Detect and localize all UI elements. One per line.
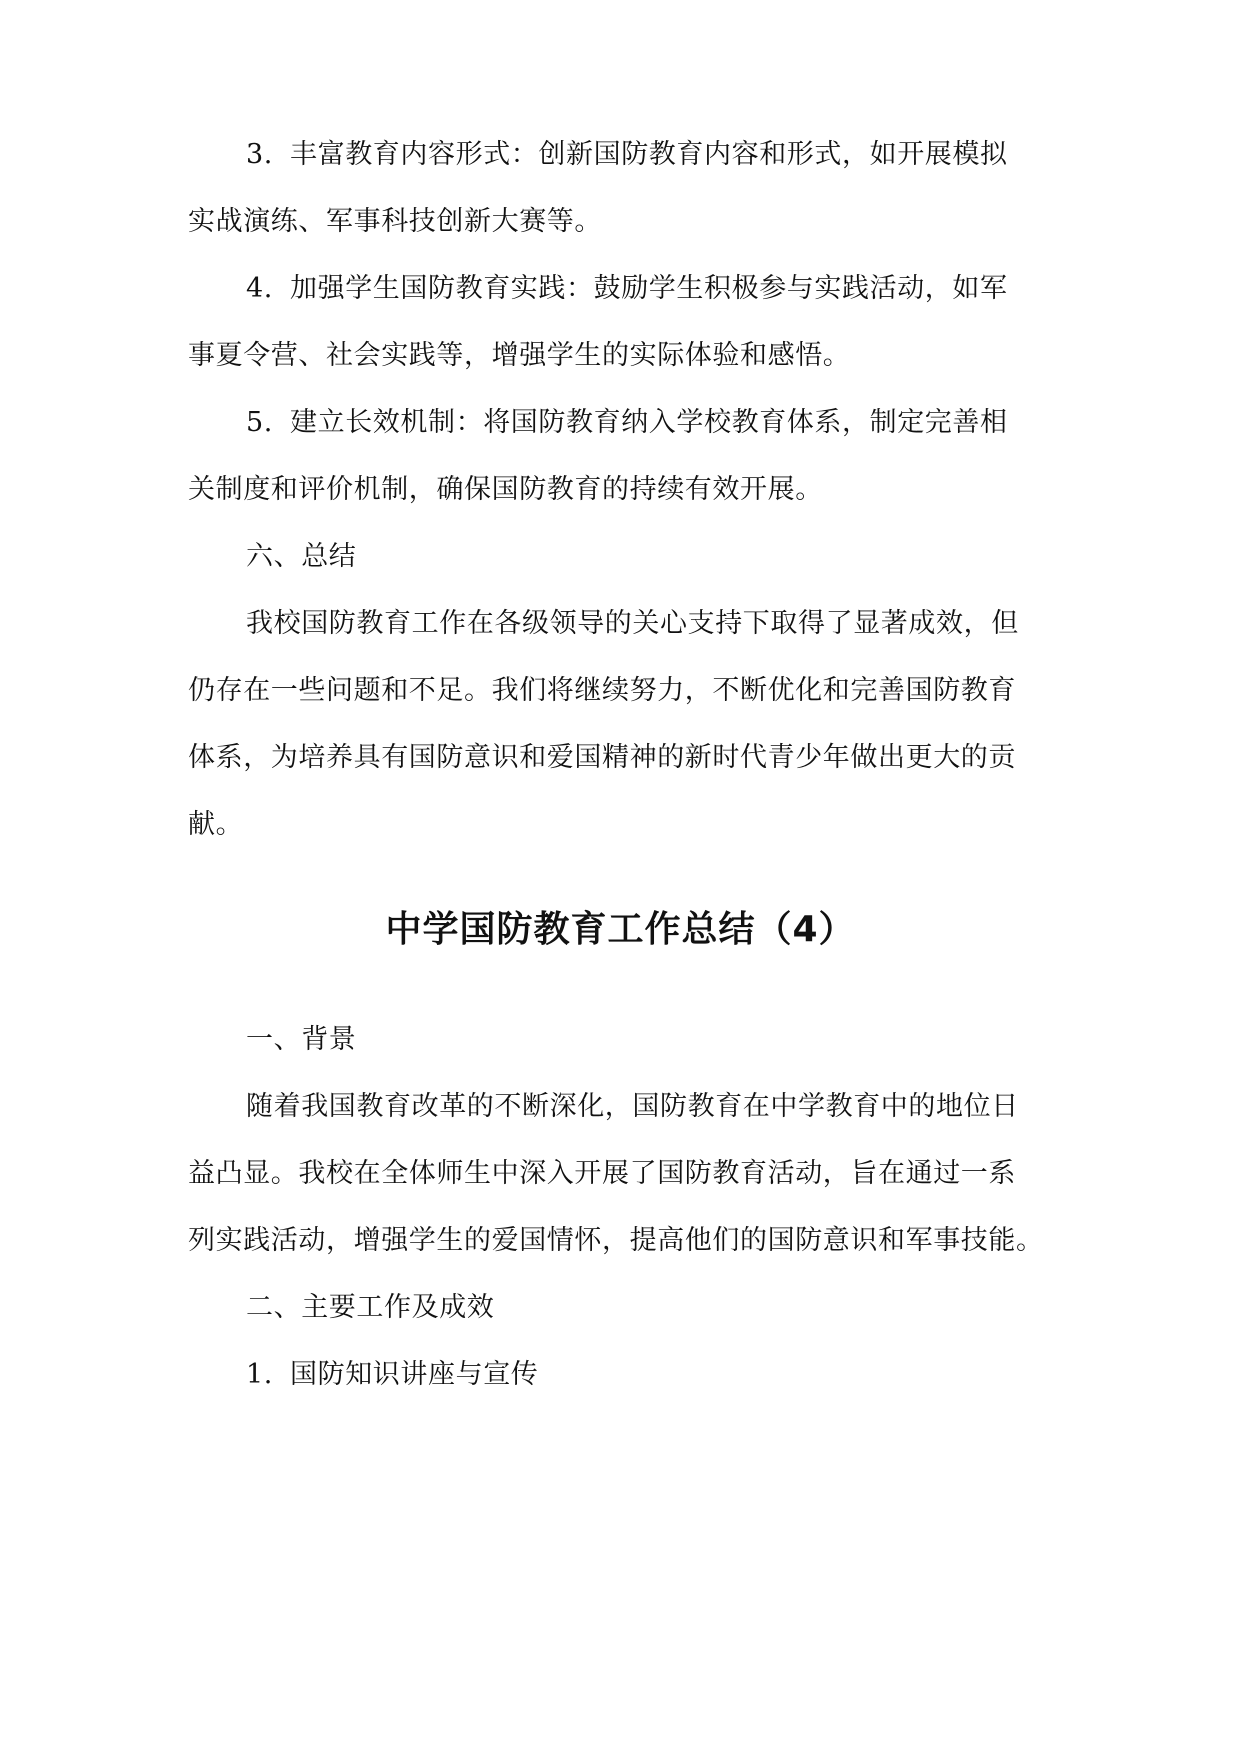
background-line-3: 列实践活动，增强学生的爱国情怀，提高他们的国防意识和军事技能。 (188, 1225, 1044, 1256)
list-text: 丰富教育内容形式：创新国防教育内容和形式，如开展模拟 (290, 139, 1008, 170)
background-line-2: 益凸显。我校在全体师生中深入开展了国防教育活动，旨在通过一系 (188, 1158, 1016, 1189)
list-item-3-line-2: 实战演练、军事科技创新大赛等。 (188, 206, 602, 237)
section-heading-summary: 六、总结 (246, 541, 357, 572)
summary-line-1: 我校国防教育工作在各级领导的关心支持下取得了显著成效，但 (246, 608, 1019, 639)
list-number: 1. (246, 1359, 273, 1390)
list-item-4-line-1 (246, 269, 1058, 309)
list-item-5-line-2: 关制度和评价机制，确保国防教育的持续有效开展。 (188, 474, 823, 505)
list-text: 建立长效机制：将国防教育纳入学校教育体系，制定完善相 (290, 407, 1008, 438)
summary-line-3: 体系，为培养具有国防意识和爱国精神的新时代青少年做出更大的贡 (188, 742, 1016, 773)
list-item-4-line-2: 事夏令营、社会实践等，增强学生的实际体验和感悟。 (188, 340, 851, 371)
background-line-1: 随着我国教育改革的不断深化，国防教育在中学教育中的地位日 (246, 1091, 1019, 1122)
list-number: 5. (246, 407, 273, 438)
list-item-3-line-1 (246, 135, 1058, 175)
list-item-1 (246, 1355, 1058, 1395)
section-heading-background: 一、背景 (246, 1024, 357, 1055)
summary-line-2: 仍存在一些问题和不足。我们将继续努力，不断优化和完善国防教育 (188, 675, 1016, 706)
list-number: 3. (246, 139, 273, 170)
list-item-5-line-1 (246, 403, 1058, 443)
summary-line-4: 献。 (188, 809, 244, 840)
document-title: 中学国防教育工作总结（4） (385, 909, 856, 950)
list-text: 国防知识讲座与宣传 (290, 1359, 539, 1390)
list-text: 加强学生国防教育实践：鼓励学生积极参与实践活动，如军 (290, 273, 1008, 304)
list-number: 4. (246, 273, 273, 304)
section-heading-main-work: 二、主要工作及成效 (246, 1292, 495, 1323)
